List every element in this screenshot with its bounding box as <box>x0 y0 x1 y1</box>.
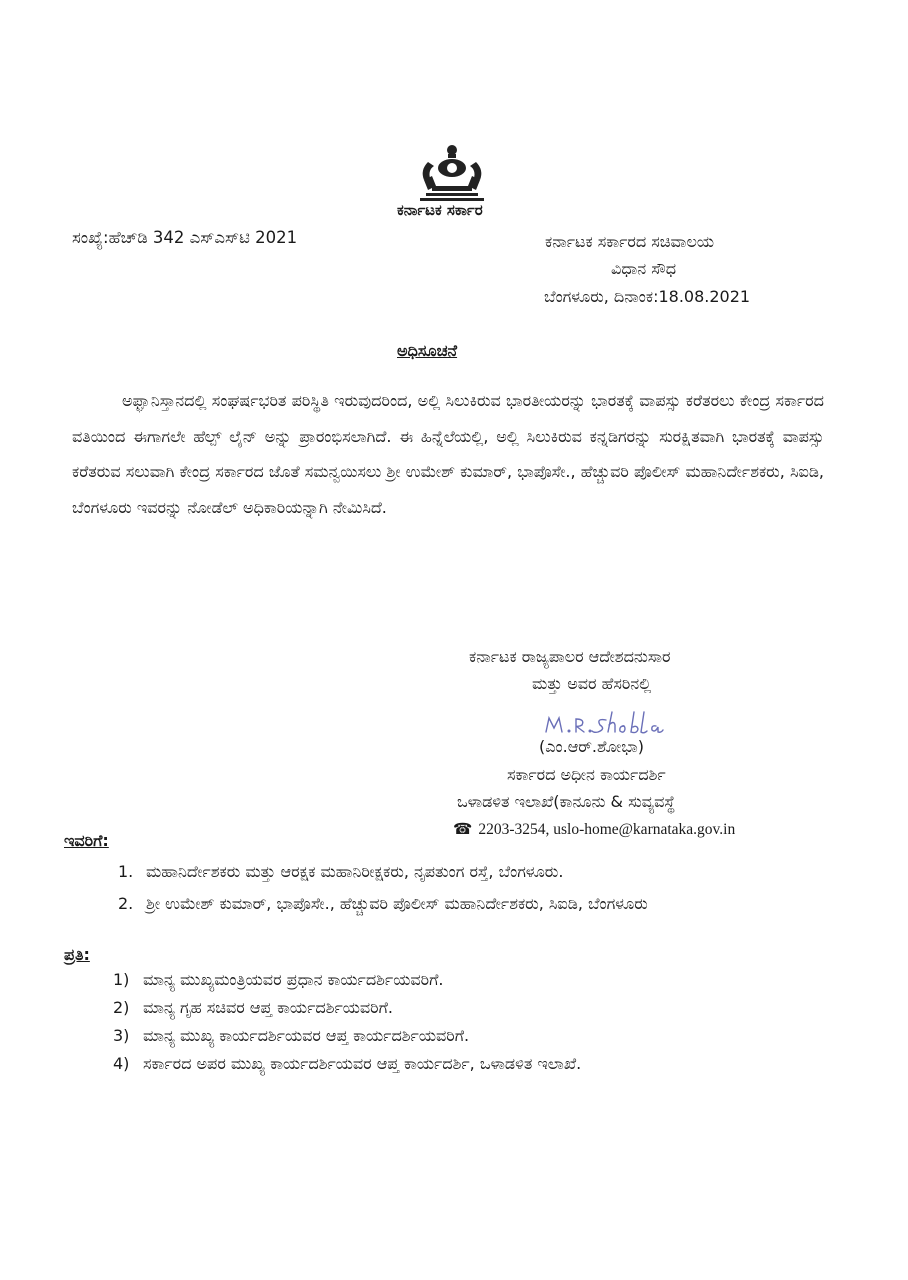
notification-heading: ಅಧಿಸೂಚನೆ <box>397 341 458 360</box>
list-item-text: ಶ್ರೀ ಉಮೇಶ್ ಕುಮಾರ್, ಭಾಪೊಸೇ., ಹೆಚ್ಚುವರಿ ಪೊಲೀಸ್ ಮಹಾನಿರ್ದೇಶಕರು, ಸಿಐಡಿ, ಬೆಂಗಳೂರು <box>146 894 648 913</box>
list-item-text: ಮಾನ್ಯ ಗೃಹ ಸಚಿವರ ಆಪ್ತ ಕಾರ್ಯದರ್ಶಿಯವರಿಗೆ. <box>143 998 393 1017</box>
copies-label: ಪ್ರತಿ: <box>64 945 90 964</box>
address-line-2: ವಿಧಾನ ಸೌಧ <box>611 259 677 278</box>
list-item <box>118 890 818 917</box>
list-item-number: 2) <box>113 998 130 1017</box>
signatory-designation: ಸರ್ಕಾರದ ಅಧೀನ ಕಾರ್ಯದರ್ಶಿ <box>507 765 666 784</box>
signatory-name: (ಎಂ.ಆರ್.ಶೋಭಾ) <box>539 737 645 756</box>
list-item <box>113 1054 581 1074</box>
notification-body-text: ಅಫ್ಘಾನಿಸ್ತಾನದಲ್ಲಿ ಸಂಘರ್ಷಭರಿತ ಪರಿಸ್ಥಿತಿ ಇರುವುದರಿಂದ, ಅಲ್ಲಿ ಸಿಲುಕಿರುವ ಭಾರತೀಯರನ್ನು ಭಾರತಕ್ಕೆ ವಾಪಸ್ಸು ಕರೆತರಲು ಕೇಂದ್ರ ಸರ್ಕಾರದ ವತಿಯಿಂದ ಈಗಾಗಲೇ ಹೆಲ್ಪ್ ಲೈನ್ ಅನ್ನು ಪ್ರಾರಂಭಿಸಲಾಗಿದೆ. ಈ ಹಿನ್ನೆಲೆಯಲ್ಲಿ, ಅಲ್ಲಿ ಸಿಲುಕಿರುವ ಕನ್ನಡಿಗರನ್ನು ಸುರಕ್ಷಿತವಾಗಿ ಭಾರತಕ್ಕೆ ವಾಪಸ್ಸು ಕರೆತರುವ ಸಲುವಾಗಿ ಕೇಂದ್ರ ಸರ್ಕಾರದ ಜೊತೆ ಸಮನ್ವಯಿಸಲು ಶ್ರೀ ಉಮೇಶ್ ಕುಮಾರ್, ಭಾಪೊಸೇ., ಹೆಚ್ಚುವರಿ ಪೊಲೀಸ್ ಮಹಾನಿರ್ದೇಶಕರು, ಸಿಐಡಿ, ಬೆಂಗಳೂರು ಇವರನ್ನು ನೋಡೆಲ್ ಅಧಿಕಾರಿಯನ್ನಾಗಿ ನೇಮಿಸಿದೆ. <box>72 391 824 517</box>
government-title: ಕರ್ನಾಟಕ ಸರ್ಕಾರ <box>397 201 483 219</box>
recipients-label: ಇವರಿಗೆ: <box>64 831 109 850</box>
list-item-text: ಸರ್ಕಾರದ ಅಪರ ಮುಖ್ಯ ಕಾರ್ಯದರ್ಶಿಯವರ ಆಪ್ತ ಕಾರ್ಯದರ್ಶಿ, ಒಳಾಡಳಿತ ಇಲಾಖೆ. <box>143 1054 582 1073</box>
list-item <box>113 1026 469 1046</box>
order-line-1: ಕರ್ನಾಟಕ ರಾಜ್ಯಪಾಲರ ಆದೇಶದನುಸಾರ <box>469 647 671 666</box>
list-item-text: ಮಾನ್ಯ ಮುಖ್ಯ ಕಾರ್ಯದರ್ಶಿಯವರ ಆಪ್ತ ಕಾರ್ಯದರ್ಶಿಯವರಿಗೆ. <box>143 1026 470 1045</box>
signatory-contact <box>453 820 735 839</box>
reference-number: ಸಂಖ್ಯೆ:ಹೆಚ್‌ಡಿ 342 ಎಸ್‌ಎಸ್‌ಟಿ 2021 <box>72 228 298 247</box>
list-item-number: 4) <box>113 1054 130 1073</box>
contact-text: 2203-3254, uslo-home@karnataka.gov.in <box>478 821 736 838</box>
list-item-number: 3) <box>113 1026 130 1045</box>
list-item-number: 2. <box>118 894 134 913</box>
list-item <box>118 862 563 882</box>
list-item <box>113 970 443 990</box>
telephone-icon: ☎ <box>453 821 473 838</box>
karnataka-emblem-icon <box>414 140 490 202</box>
list-item-text: ಮಹಾನಿರ್ದೇಶಕರು ಮತ್ತು ಆರಕ್ಷಕ ಮಹಾನಿರೀಕ್ಷಕರು, ನೃಪತುಂಗ ರಸ್ತೆ, ಬೆಂಗಳೂರು. <box>146 862 564 881</box>
order-line-2: ಮತ್ತು ಅವರ ಹೆಸರಿನಲ್ಲಿ <box>532 674 652 693</box>
notification-body <box>72 383 824 525</box>
list-item <box>113 998 393 1018</box>
address-line-1: ಕರ್ನಾಟಕ ಸರ್ಕಾರದ ಸಚಿವಾಲಯ <box>545 232 714 251</box>
signatory-department: ಒಳಾಡಳಿತ ಇಲಾಖೆ(ಕಾನೂನು & ಸುವ್ಯವಸ್ಥೆ <box>457 792 676 811</box>
list-item-number: 1) <box>113 970 130 989</box>
list-item-number: 1. <box>118 862 134 881</box>
list-item-text: ಮಾನ್ಯ ಮುಖ್ಯಮಂತ್ರಿಯವರ ಪ್ರಧಾನ ಕಾರ್ಯದರ್ಶಿಯವರಿಗೆ. <box>143 970 444 989</box>
place-date: ಬೆಂಗಳೂರು, ದಿನಾಂಕ:18.08.2021 <box>544 287 751 306</box>
